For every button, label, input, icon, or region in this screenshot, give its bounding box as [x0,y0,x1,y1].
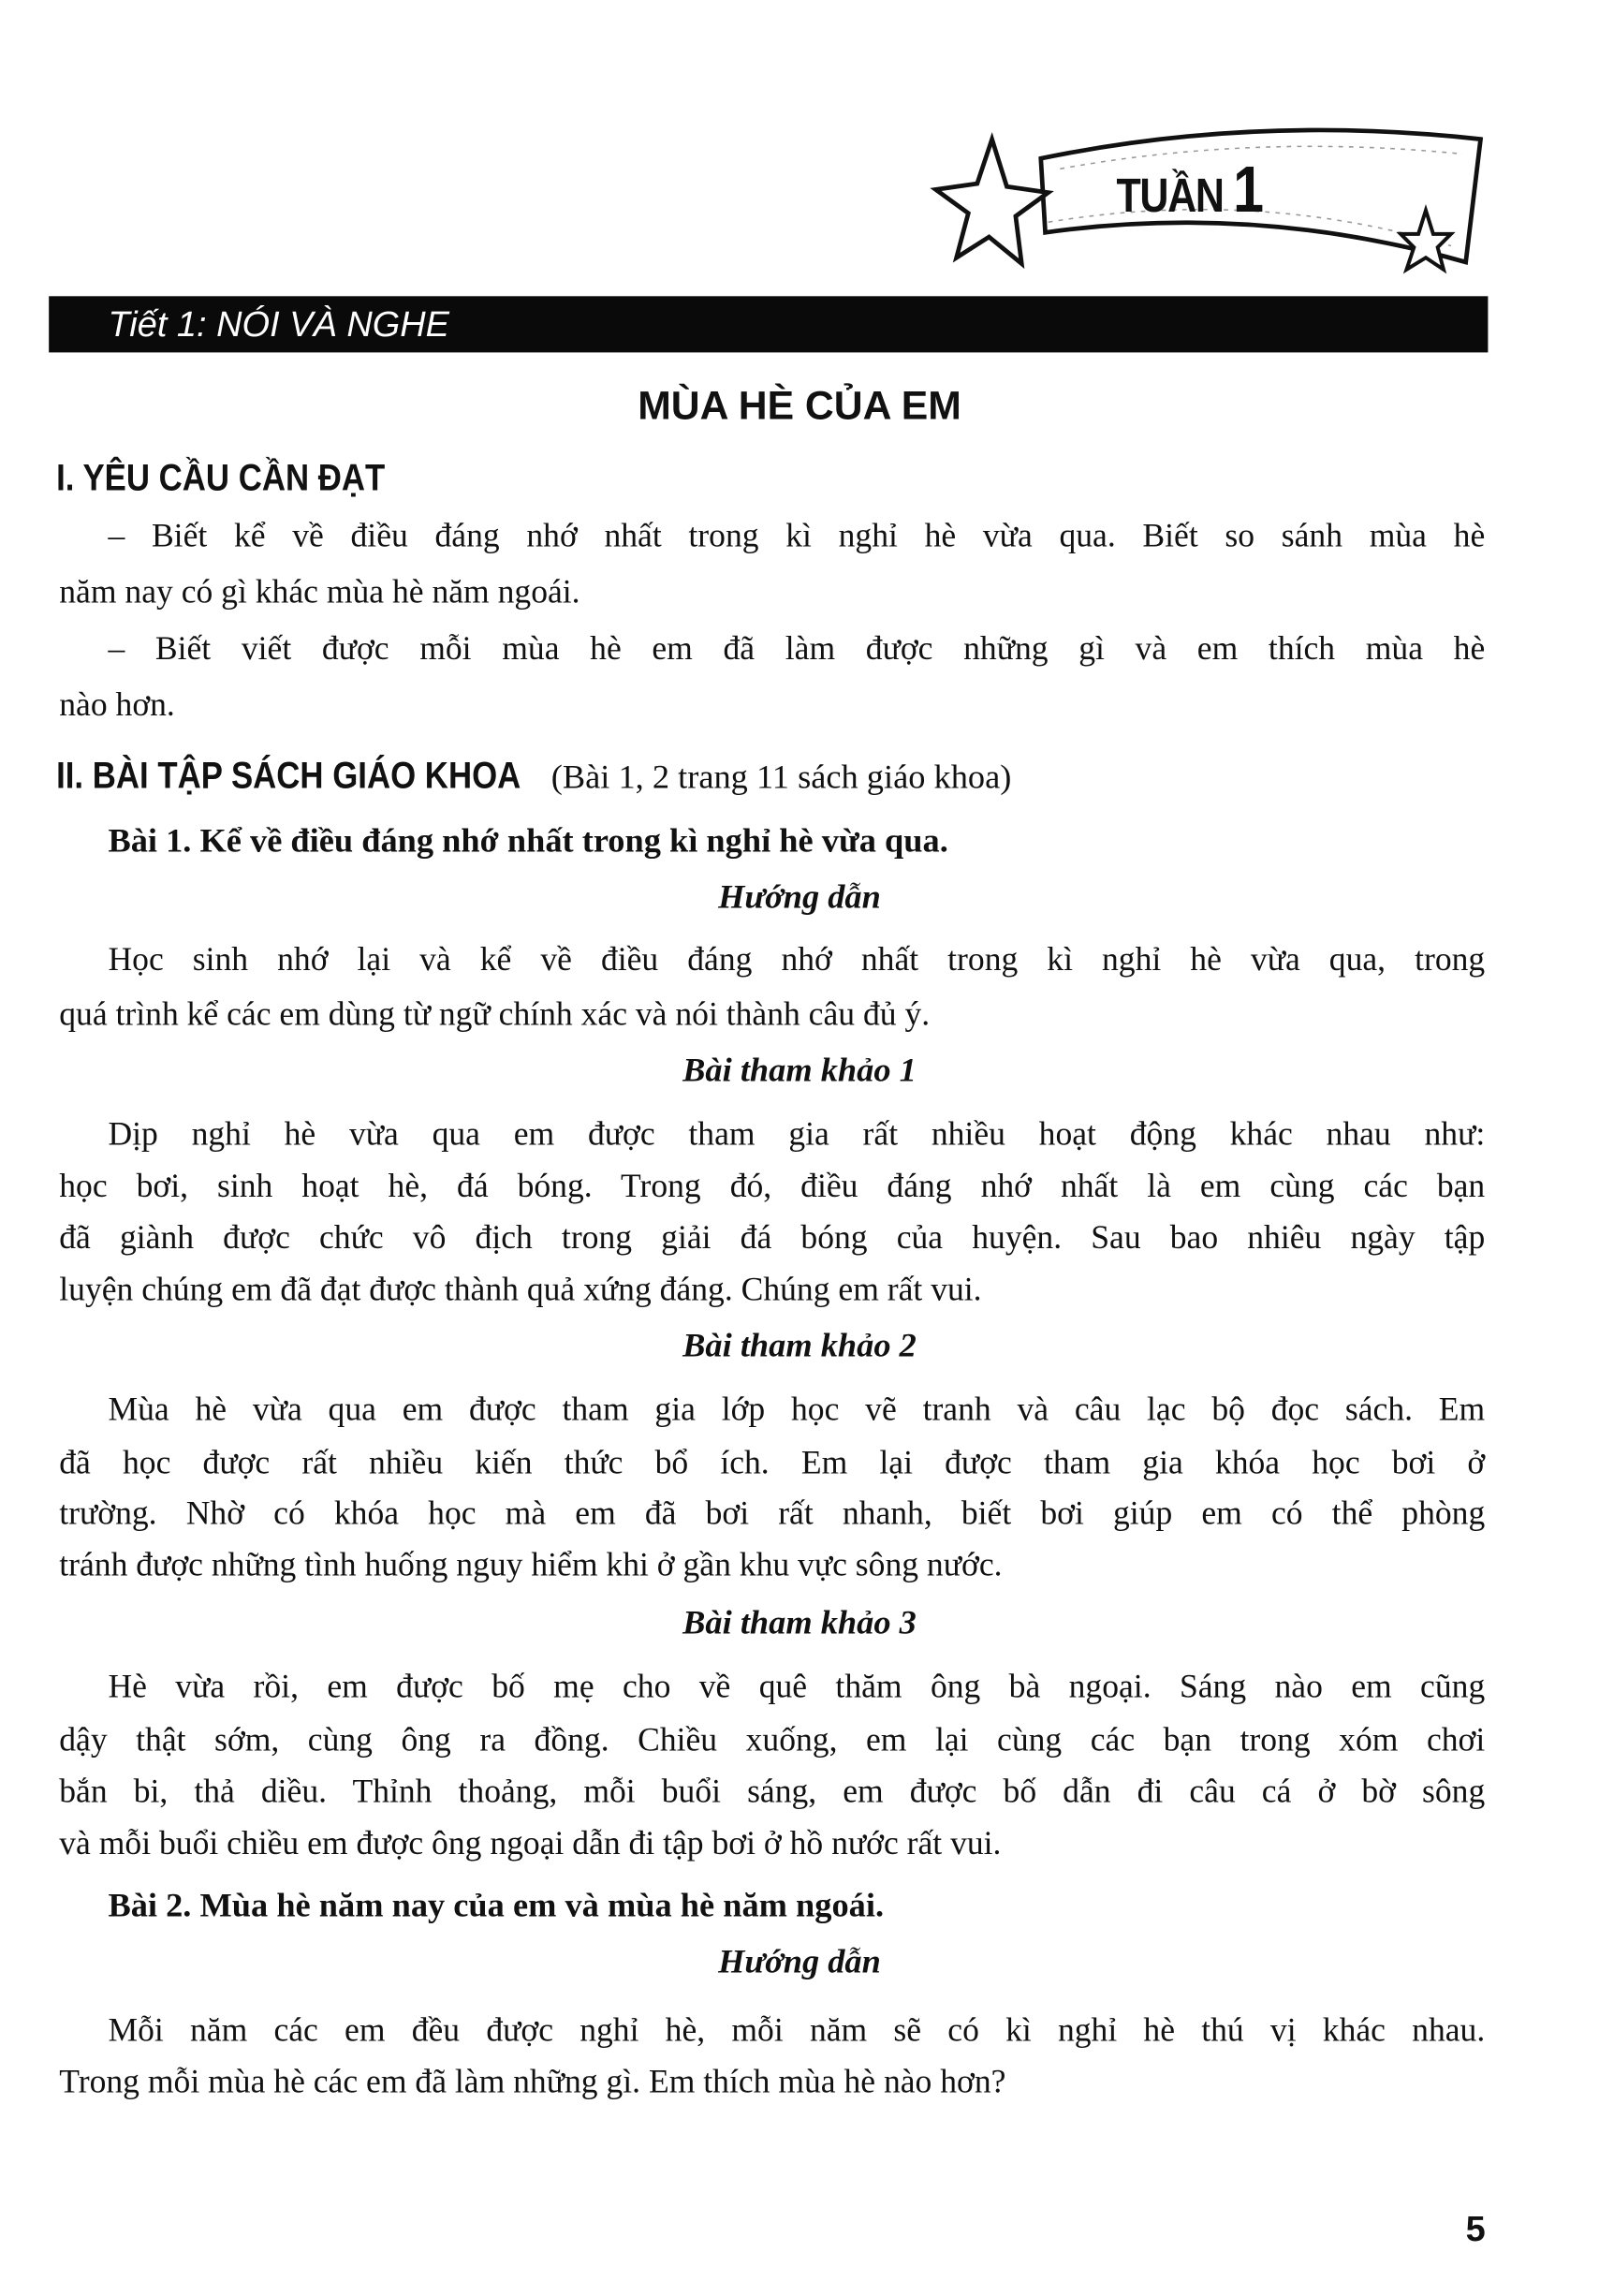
week-label: TUẦN [1116,169,1224,223]
reference-2-label: Bài tham khảo 2 [682,1327,917,1364]
paragraph-line: quá trình kể các em dùng từ ngữ chính xác và nói thành câu đủ ý. [59,994,931,1033]
paragraph-line: năm nay có gì khác mùa hè năm ngoái. [59,573,580,611]
exercise-2-title: Bài 2. Mùa hè năm nay của em và mùa hè năm ngoái. [108,1886,885,1924]
paragraph-line: – Biết viết được mỗi mùa hè em đã làm được những gì và em thích mùa hè [108,629,1486,667]
exercise-1-title: Bài 1. Kể về điều đáng nhớ nhất trong kì nghỉ hè vừa qua. [108,821,948,860]
paragraph-line: luyện chúng em đã đạt được thành quả xứng đáng. Chúng em rất vui. [59,1270,982,1308]
guide-label: Hướng dẫn [718,1942,881,1980]
page-number: 5 [1465,2209,1486,2250]
lesson-title: Tiết 1: NÓI VÀ NGHE [108,304,450,346]
week-number: 1 [1233,154,1263,227]
section-heading-note: (Bài 1, 2 trang 11 sách giáo khoa) [550,758,1012,796]
paragraph-line: Học sinh nhớ lại và kể về điều đáng nhớ nhất trong kì nghỉ hè vừa qua, trong [108,940,1486,978]
reference-1-label: Bài tham khảo 1 [682,1051,917,1089]
section-heading-exercises [56,756,1011,799]
paragraph-line: trường. Nhờ có khóa học mà em đã bơi rất nhanh, biết bơi giúp em có thể phòng [59,1494,1486,1532]
paragraph-line: tránh được những tình huống nguy hiểm khi ở gần khu vực sông nước. [59,1546,1003,1583]
paragraph-line: đã học được rất nhiều kiến thức bổ ích. Em lại được tham gia khóa học bơi ở [59,1443,1486,1481]
reference-3-label: Bài tham khảo 3 [682,1603,917,1641]
section-heading-requirements: I. YÊU CẦU CẦN ĐẠT [56,457,386,499]
paragraph-line: Trong mỗi mùa hè các em đã làm những gì. Em thích mùa hè nào hơn? [59,2063,1006,2100]
paragraph-line: và mỗi buổi chiều em được ông ngoại dẫn đi tập bơi ở hồ nước rất vui. [59,1824,1002,1862]
paragraph-line: nào hơn. [59,685,175,723]
guide-label: Hướng dẫn [718,877,881,916]
week-badge [930,122,1492,285]
paragraph-line: đã giành được chức vô địch trong giải đá bóng của huyện. Sau bao nhiêu ngày tập [59,1218,1486,1257]
lesson-bar [49,296,1488,352]
paragraph-line: dậy thật sớm, cùng ông ra đồng. Chiều xuống, em lại cùng các bạn trong xóm chơi [59,1720,1486,1759]
paragraph-line: Hè vừa rồi, em được bố mẹ cho về quê thăm ông bà ngoại. Sáng nào em cũng [108,1667,1486,1705]
paragraph-line: – Biết kể về điều đáng nhớ nhất trong kì nghỉ hè vừa qua. Biết so sánh mùa hè [108,516,1486,554]
paragraph-line: học bơi, sinh hoạt hè, đá bóng. Trong đó, điều đáng nhớ nhất là em cùng các bạn [59,1167,1486,1204]
paragraph-line: Mỗi năm các em đều được nghỉ hè, mỗi năm sẽ có kì nghỉ hè thú vị khác nhau. [108,2010,1486,2049]
paragraph-line: Dịp nghỉ hè vừa qua em được tham gia rất nhiều hoạt động khác nhau như: [108,1114,1486,1153]
paragraph-line: Mùa hè vừa qua em được tham gia lớp học vẽ tranh và câu lạc bộ đọc sách. Em [108,1391,1486,1428]
page-title: MÙA HÈ CỦA EM [638,383,961,429]
paragraph-line: bắn bi, thả diều. Thỉnh thoảng, mỗi buổi sáng, em được bố dẫn đi câu cá ở bờ sông [59,1773,1486,1810]
section-heading-text: II. BÀI TẬP SÁCH GIÁO KHOA [56,755,521,797]
